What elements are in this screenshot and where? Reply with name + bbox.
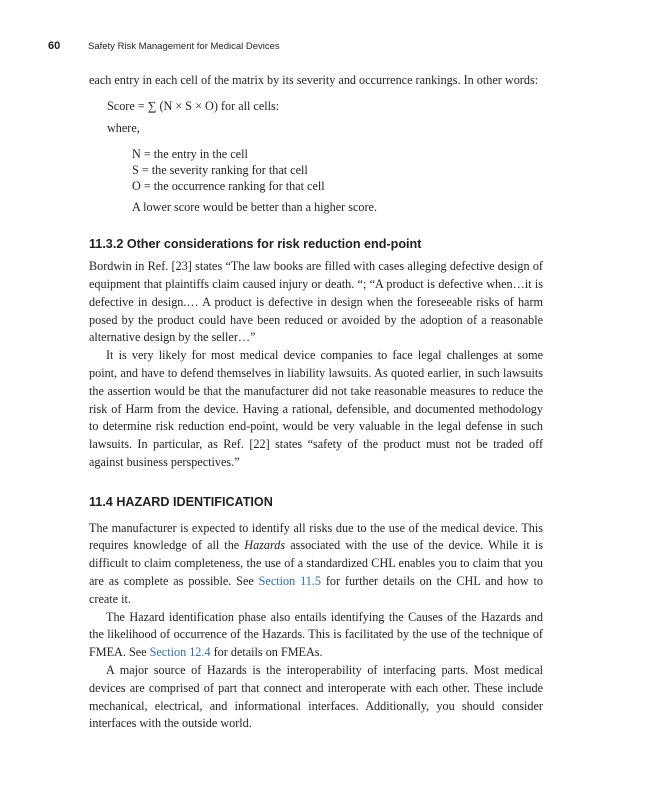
intro-paragraph: each entry in each cell of the matrix by its severity and occurrence rankings. In other words: xyxy=(89,73,539,87)
page-header xyxy=(0,40,648,54)
score-formula: Score = ∑ (N × S × O) for all cells: xyxy=(107,98,280,113)
paragraph: A major source of Hazards is the interoperability of interfacing parts. Most medical devices are comprised of part that connect and interoperate with each other. These include mechanical, electrical, and informational interfaces. Additionally, you should consider interfaces with the outside world. xyxy=(89,662,543,731)
paragraph: The Hazard identification phase also entails identifying the Causes of the Hazards and the likelihood of occurrence of the Hazards. This is facilitated by the use of the technique of FMEA. See Section 12.4 for details on FMEAs. xyxy=(89,609,543,660)
section-heading-11-3-2: 11.3.2 Other considerations for risk reduction end-point xyxy=(89,237,422,252)
running-title: Safety Risk Management for Medical Devices xyxy=(88,41,280,52)
definition-o: O = the occurrence ranking for that cell xyxy=(132,178,325,193)
section-heading-11-4: 11.4 HAZARD IDENTIFICATION xyxy=(89,494,273,509)
score-note: A lower score would be better than a higher score. xyxy=(132,199,378,214)
where-label: where, xyxy=(107,120,140,135)
paragraph: The manufacturer is expected to identify all risks due to the use of the medical device. This requires knowledge of all the Hazards associated with the use of the device. While it is difficult to claim completeness, the use of a standardized CHL enables you to claim that you are as complete as possible. See Section 11.5 for further details on the CHL and how to create it. xyxy=(89,520,543,606)
definition-n: N = the entry in the cell xyxy=(132,146,248,161)
section-11-5-link[interactable]: Section 11.5 xyxy=(258,573,321,588)
page-body xyxy=(89,72,543,733)
paragraph: Bordwin in Ref. [23] states “The law books are filled with cases alleging defective design of equipment that plaintiffs claim caused injury or death. “; “A product is defective when…it is defective in design.… A product is defective in design when the foreseeable risks of harm posed by the product could have been reduced or avoided by the adoption of a reasonable alternative design by the seller…” xyxy=(89,259,543,345)
hazards-term: Hazards xyxy=(244,538,286,553)
definition-s: S = the severity ranking for that cell xyxy=(132,162,308,177)
definitions-list xyxy=(132,146,543,194)
section-12-4-link[interactable]: Section 12.4 xyxy=(149,645,211,660)
paragraph: It is very likely for most medical device companies to face legal challenges at some point, and have to defend themselves in liability lawsuits. As quoted earlier, in such lawsuits the assertion would be that the manufacturer did not take reasonable measures to reduce the risk of Harm from the device. Having a rational, defensible, and documented methodology to determine risk reduction end-point, would be very valuable in the legal defense in such lawsuits. In particular, as Ref. [22] states “safety of the product must not be traded off against business perspectives.” xyxy=(89,348,543,469)
page-number: 60 xyxy=(48,40,61,52)
